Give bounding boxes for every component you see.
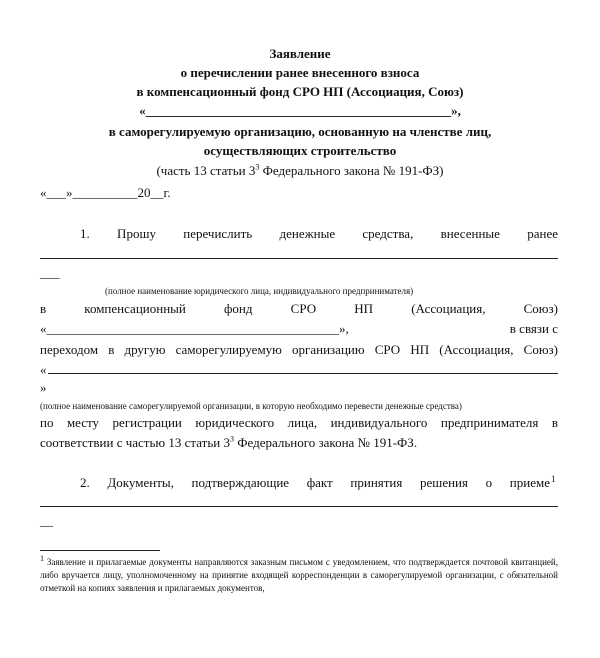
- footnote: $^1$ Заявление и прилагаемые документы направляются заказным письмом с уведомлением, что подтверждается почтовой квитанцией, либо вручается лицу, уполномоченному на принятие входящей корреспонденции в саморегулируемой организации, с обязательной отметкой на копиях заявления и прилагаемых документов,: [40, 554, 558, 593]
- item2-fill-line: [40, 506, 558, 507]
- item2-line1: 2. Документы, подтверждающие факт принятия решения о приеме: [80, 475, 550, 490]
- item1-line5: переходом в другую саморегулируемую организацию СРО НП (Ассоциация, Союз): [40, 342, 558, 357]
- title-organization-line: в саморегулируемую организацию, основанную на членстве лиц,: [108, 124, 492, 139]
- item2-footnote-ref: 1: [551, 474, 556, 484]
- title-law-reference: (часть 13 статьи $3^3$ Федерального закона № 191-ФЗ): [156, 162, 444, 178]
- item1-line8: по месту регистрации юридического лица, индивидуального предпринимателя в: [40, 415, 558, 430]
- title-fund-line: в компенсационный фонд СРО НП (Ассоциация, Союз): [136, 84, 464, 99]
- document-title: Заявление: [269, 46, 331, 61]
- item1-quote-close: »: [40, 380, 47, 395]
- caption-target-organization: (полное наименование саморегулируемой организации, в которую необходимо перевести денежные средства): [40, 401, 462, 411]
- item1-fill-line: [40, 258, 558, 259]
- item1-fill-line-end: ___: [40, 265, 60, 280]
- item1-quote-open: «: [40, 362, 47, 377]
- title-construction-line: осуществляющих строительство: [203, 143, 397, 158]
- footnote-separator: [40, 550, 160, 551]
- date-line: «___»__________20__г.: [40, 185, 171, 200]
- item1-line1: 1. Прошу перечислить денежные средства, внесенные ранее: [80, 226, 558, 241]
- caption-applicant-name: (полное наименование юридического лица, индивидуального предпринимателя): [105, 286, 414, 296]
- item2-fill-line-end: __: [40, 513, 53, 528]
- item1-line4-end: в связи с: [509, 321, 558, 336]
- item1-line3: в компенсационный фонд СРО НП (Ассоциация, Союз): [40, 301, 558, 316]
- title-blank-name-line: «_______________________________________________»,: [139, 103, 461, 118]
- item1-line9: соответствии с частью 13 статьи $3^3$ Федерального закона № 191-ФЗ.: [40, 434, 418, 450]
- title-subject-line: о перечислении ранее внесенного взноса: [180, 65, 420, 80]
- item1-target-org-line: [48, 373, 558, 374]
- item1-line4-blank: «_____________________________________________»,: [40, 321, 349, 336]
